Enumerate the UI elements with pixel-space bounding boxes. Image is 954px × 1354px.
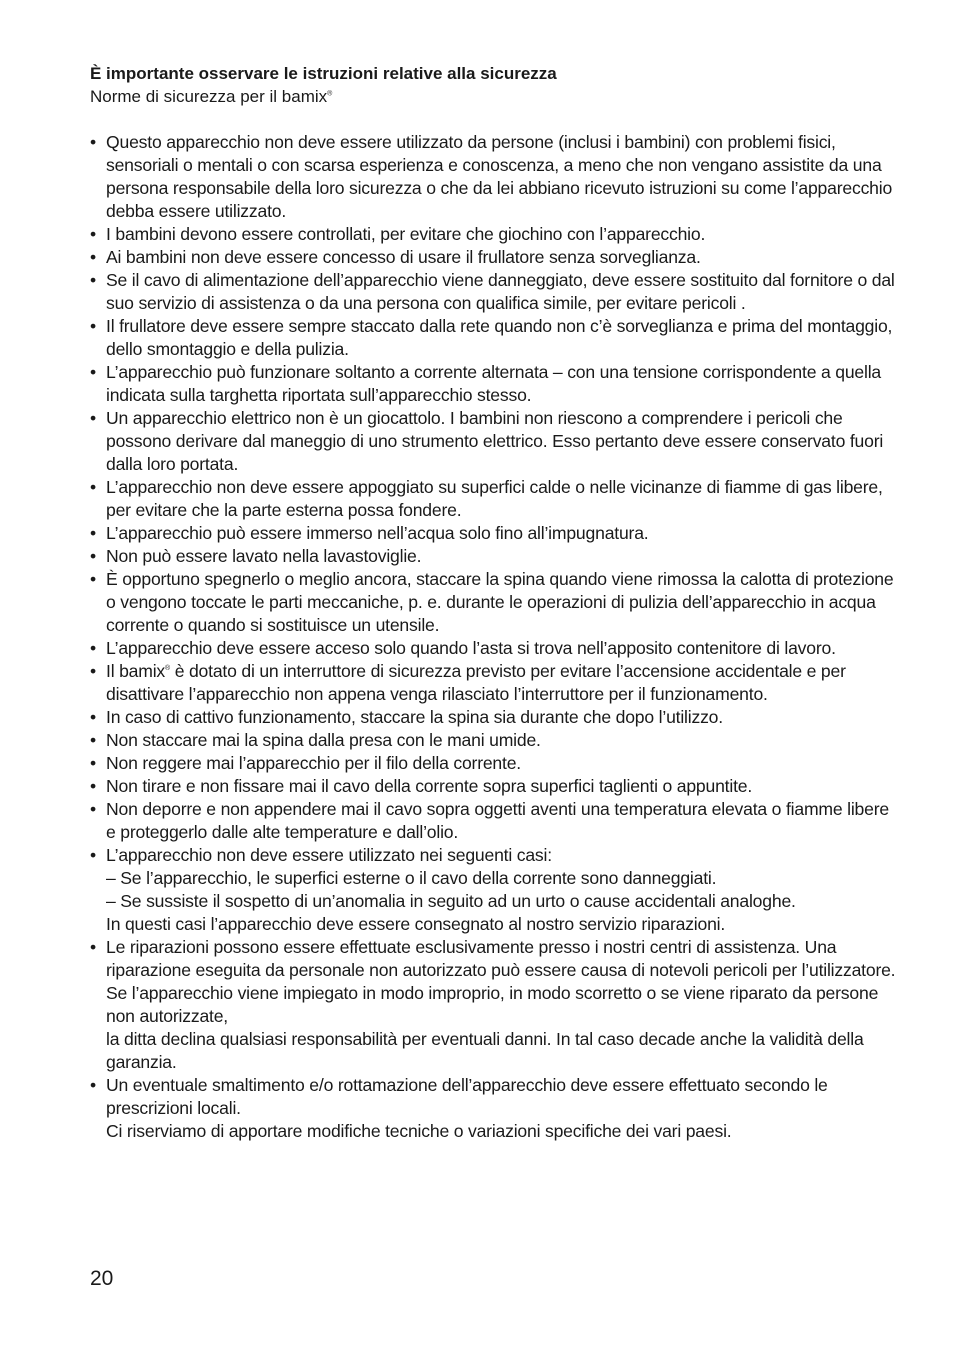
list-item [90, 568, 900, 637]
bullet-icon: • [90, 523, 96, 543]
bullet-icon: • [90, 132, 96, 152]
item-text: Il frullatore deve essere sempre staccato dalla rete quando non c’è sorveglianza e prima del montaggio, dello smontaggio e della pulizia. [106, 316, 893, 359]
section-subheading [90, 85, 900, 108]
bullet-icon: • [90, 776, 96, 796]
item-text: Non reggere mai l’apparecchio per il filo della corrente. [106, 753, 521, 773]
document-page [90, 62, 900, 1143]
list-item [90, 131, 900, 223]
item-text: Ai bambini non deve essere concesso di usare il frullatore senza sorveglianza. [106, 247, 701, 267]
page-number: 20 [90, 1267, 114, 1290]
item-text: L’apparecchio non deve essere appoggiato su superfici calde o nelle vicinanze di fiamme di gas libere, per evitare che la parte esterna possa fondere. [106, 477, 883, 520]
list-item [90, 844, 900, 936]
list-item [90, 660, 900, 706]
list-item [90, 729, 900, 752]
list-item [90, 752, 900, 775]
registered-mark: ® [327, 90, 333, 98]
bullet-icon: • [90, 799, 96, 819]
list-item [90, 798, 900, 844]
item-followup-text: In questi casi l’apparecchio deve essere consegnato al nostro servizio riparazioni. [106, 914, 726, 934]
list-item [90, 476, 900, 522]
list-item [90, 223, 900, 246]
bullet-icon: • [90, 316, 96, 336]
bullet-icon: • [90, 569, 96, 589]
list-item [90, 246, 900, 269]
bullet-icon: • [90, 224, 96, 244]
item-text: Le riparazioni possono essere effettuate esclusivamente presso i nostri centri di assistenza. Una riparazione eseguita da personale non autorizzato può essere causa di notevoli pericoli per l’utilizzatore. Se l’apparecchio viene impiegato in modo improprio, in modo scorretto o se viene riparato da persone non autorizzate, [106, 937, 896, 1026]
bullet-icon: • [90, 937, 96, 957]
sub-item: – Se l’apparecchio, le superfici esterne o il cavo della corrente sono danneggiati. [106, 868, 717, 888]
item-text: Un eventuale smaltimento e/o rottamazione dell’apparecchio deve essere effettuato secondo le prescrizioni locali. [106, 1075, 828, 1118]
item-text: L’apparecchio deve essere acceso solo quando l’asta si trova nell’apposito contenitore di lavoro. [106, 638, 836, 658]
item-text: È opportuno spegnerlo o meglio ancora, staccare la spina quando viene rimossa la calotta di protezione o vengono toccate le parti meccaniche, p. e. durante le operazioni di pulizia dell’apparecchio in acqua corrente o quando si sostituisce un utensile. [106, 569, 894, 635]
sub-item: – Se sussiste il sospetto di un’anomalia in seguito ad un urto o cause accidentali analoghe. [106, 891, 796, 911]
item-text: Non staccare mai la spina dalla presa con le mani umide. [106, 730, 541, 750]
item-followup-text: la ditta declina qualsiasi responsabilità per eventuali danni. In tal caso decade anche la validità della garanzia. [106, 1029, 864, 1072]
item-text: L’apparecchio non deve essere utilizzato nei seguenti casi: [106, 845, 552, 865]
item-text: Non deporre e non appendere mai il cavo sopra oggetti aventi una temperatura elevata o fiamme libere e proteggerlo dalle alte temperature e dall’olio. [106, 799, 889, 842]
item-text: Non può essere lavato nella lavastoviglie. [106, 546, 422, 566]
item-text: Non tirare e non fissare mai il cavo della corrente sopra superfici taglienti o appuntite. [106, 776, 753, 796]
bullet-icon: • [90, 270, 96, 290]
item-text: I bambini devono essere controllati, per evitare che giochino con l’apparecchio. [106, 224, 706, 244]
bullet-icon: • [90, 753, 96, 773]
item-text: L’apparecchio può funzionare soltanto a corrente alternata – con una tensione corrispondente a quella indicata sulla targhetta riportata sull’apparecchio stesso. [106, 362, 882, 405]
item-text: Se il cavo di alimentazione dell’apparecchio viene danneggiato, deve essere sostituito dal fornitore o dal suo servizio di assistenza o da una persona con qualifica simile, per evitare pericoli . [106, 270, 895, 313]
list-item [90, 361, 900, 407]
list-item [90, 407, 900, 476]
bullet-icon: • [90, 546, 96, 566]
registered-mark: ® [165, 665, 170, 673]
item-text-before: Il bamix [106, 661, 166, 681]
list-item [90, 315, 900, 361]
bullet-icon: • [90, 247, 96, 267]
bullet-icon: • [90, 638, 96, 658]
bullet-icon: • [90, 408, 96, 428]
section-heading: È importante osservare le istruzioni relative alla sicurezza [90, 64, 557, 83]
list-item [90, 936, 900, 1074]
bullet-icon: • [90, 707, 96, 727]
item-text-after: è dotato di un interruttore di sicurezza previsto per evitare l’accensione accidentale e per disattivare l’apparecchio non appena venga rilasciato l’interruttore per il funzionamento. [106, 661, 846, 704]
bullet-icon: • [90, 661, 96, 681]
item-text: In caso di cattivo funzionamento, staccare la spina sia durante che dopo l’utilizzo. [106, 707, 723, 727]
bullet-icon: • [90, 845, 96, 865]
bullet-icon: • [90, 730, 96, 750]
bullet-icon: • [90, 362, 96, 382]
item-text: Un apparecchio elettrico non è un giocattolo. I bambini non riescono a comprendere i pericoli che possono derivare dal maneggio di uno strumento elettrico. Esso pertanto deve essere conservato fuori dalla loro portata. [106, 408, 884, 474]
list-item [90, 1074, 900, 1143]
item-followup-text: Ci riserviamo di apportare modifiche tecniche o variazioni specifiche dei vari paesi. [106, 1121, 732, 1141]
list-item [90, 775, 900, 798]
bullet-icon: • [90, 1075, 96, 1095]
safety-list [90, 131, 900, 1143]
list-item [90, 545, 900, 568]
bullet-icon: • [90, 477, 96, 497]
list-item [90, 706, 900, 729]
item-text: L’apparecchio può essere immerso nell’acqua solo fino all’impugnatura. [106, 523, 649, 543]
list-item [90, 637, 900, 660]
list-item [90, 522, 900, 545]
list-item [90, 269, 900, 315]
item-text: Questo apparecchio non deve essere utilizzato da persone (inclusi i bambini) con problemi fisici, sensoriali o mentali o con scarsa esperienza e conoscenza, a meno che non vengano assistite da una persona responsabile della loro sicurezza o che da lei abbiano ricevuto istruzioni su come l’apparecchio debba essere utilizzato. [106, 132, 893, 221]
subheading-text: Norme di sicurezza per il bamix [90, 87, 328, 106]
